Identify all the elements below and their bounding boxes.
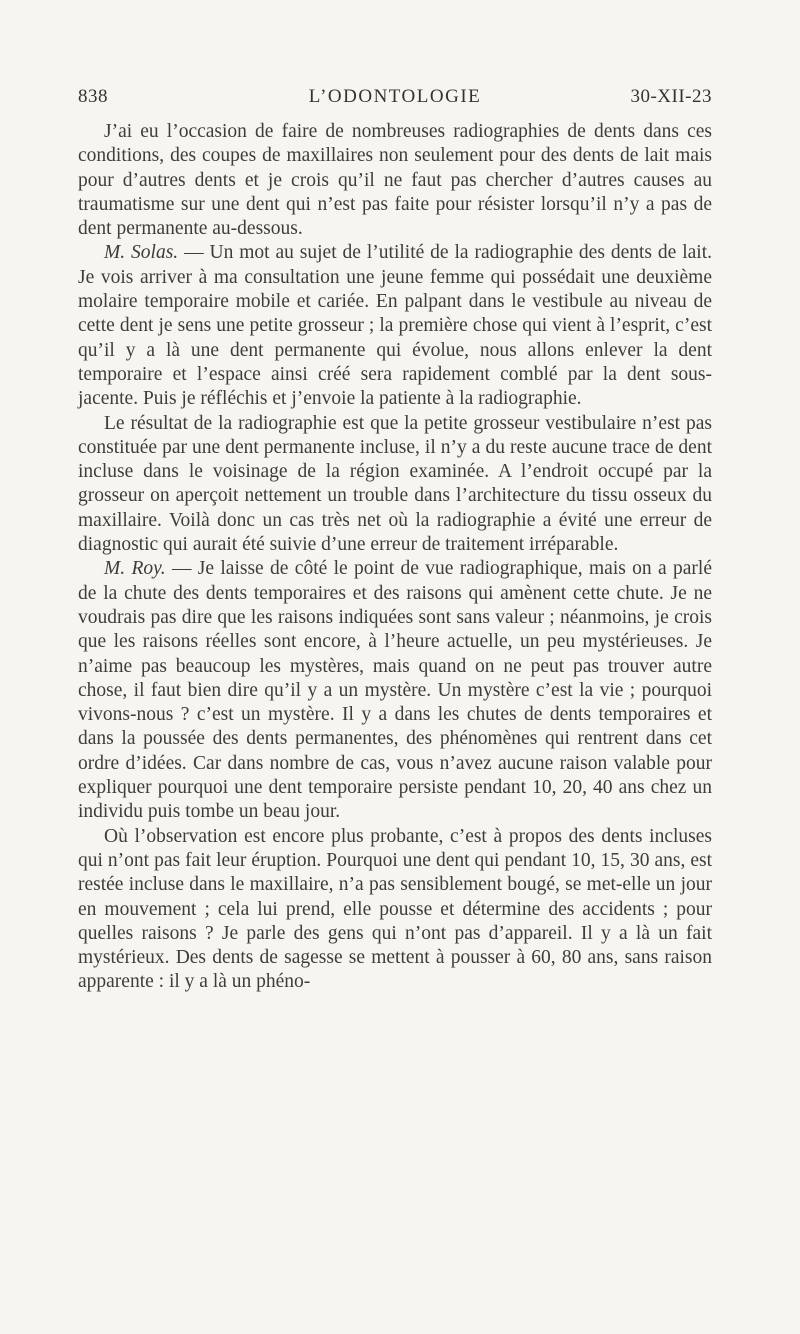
paragraph [78,120,712,241]
paragraph [78,557,712,824]
paragraph-text: Où l’observation est encore plus probante, c’est à propos des dents incluses qui n’ont pas fait leur éruption. Pourquoi une dent qui pendant 10, 15, 30 ans, est restée incluse dans le maxillaire, n’a pas sensiblement bougé, se met-elle un jour en mouvement ; cela lui prend, elle pousse et détermine des accidents ; pour quelles raisons ? Je parle des gens qui n’ont pas d’appareil. Il y a là un fait mystérieux. Des dents de sagesse se mettent à pousser à 60, 80 ans, sans raison apparente : il y a là un phéno- [78,825,712,993]
paragraph-text: — Je laisse de côté le point de vue radiographique, mais on a parlé de la chute des dents temporaires et des raisons qui amènent cette chute. Je ne voudrais pas dire que les raisons indiquées sont sans valeur ; néanmoins, je crois que les raisons réelles sont encore, à l’heure actuelle, un peu mystérieuses. Je n’aime pas beaucoup les mystères, mais quand on ne peut pas trouver autre chose, il faut bien dire qu’il y a un mystère. Un mystère c’est la vie ; pourquoi vivons-nous ? c’est un mystère. Il y a dans les chutes de dents temporaires et dans la poussée des dents permanentes, des phénomènes qui rentrent dans cet ordre d’idées. Car dans nombre de cas, vous n’avez aucune raison valable pour expliquer pourquoi une dent temporaire persiste pendant 10, 20, 40 ans chez un individu puis tombe un beau jour. [78,558,713,823]
running-header [78,86,712,120]
page-number: 838 [78,86,108,107]
paragraph-text: Le résultat de la radiographie est que la petite grosseur vestibulaire n’est pas constituée par une dent permanente incluse, il n’y a du reste aucune trace de dent incluse dans le voisinage de la région examinée. A l’endroit occupé par la grosseur on aperçoit nettement un trouble dans l’architecture du tissu osseux du maxillaire. Voilà donc un cas très net où la radiographie a évité une erreur de diagnostic qui aurait été suivie d’une erreur de traitement irréparable. [78,412,712,556]
paragraph-text: — Un mot au sujet de l’utilité de la radiographie des dents de lait. Je vois arriver à ma consultation une jeune femme qui possédait une deuxième molaire temporaire mobile et cariée. En palpant dans le vestibule au niveau de cette dent je sens une petite grosseur ; la première chose qui vient à l’esprit, c’est qu’il y a là une dent permanente qui évolue, nous allons enlever la dent temporaire et l’espace ainsi créé sera rapidement comblé par la dent sous-jacente. Puis je réfléchis et j’envoie la patiente à la radiographie. [78,242,713,410]
paragraph [78,241,712,411]
document-page [78,86,712,995]
speaker-name: M. Solas. [104,242,179,264]
paragraph-text: J’ai eu l’occasion de faire de nombreuses radiographies de dents dans ces conditions, des coupes de maxillaires non seulement pour des dents de lait mais pour d’autres dents et je crois qu’il ne faut pas chercher d’autres causes au traumatisme sur une dent qui n’est pas faite pour résister lorsqu’il n’y a pas de dent permanente au-dessous. [78,121,712,240]
journal-title: L’ODONTOLOGIE [308,86,482,107]
paragraph [78,412,712,558]
article-body [78,120,712,995]
speaker-name: M. Roy. [104,558,166,580]
paragraph [78,825,712,995]
issue-date: 30-XII-23 [630,86,712,107]
